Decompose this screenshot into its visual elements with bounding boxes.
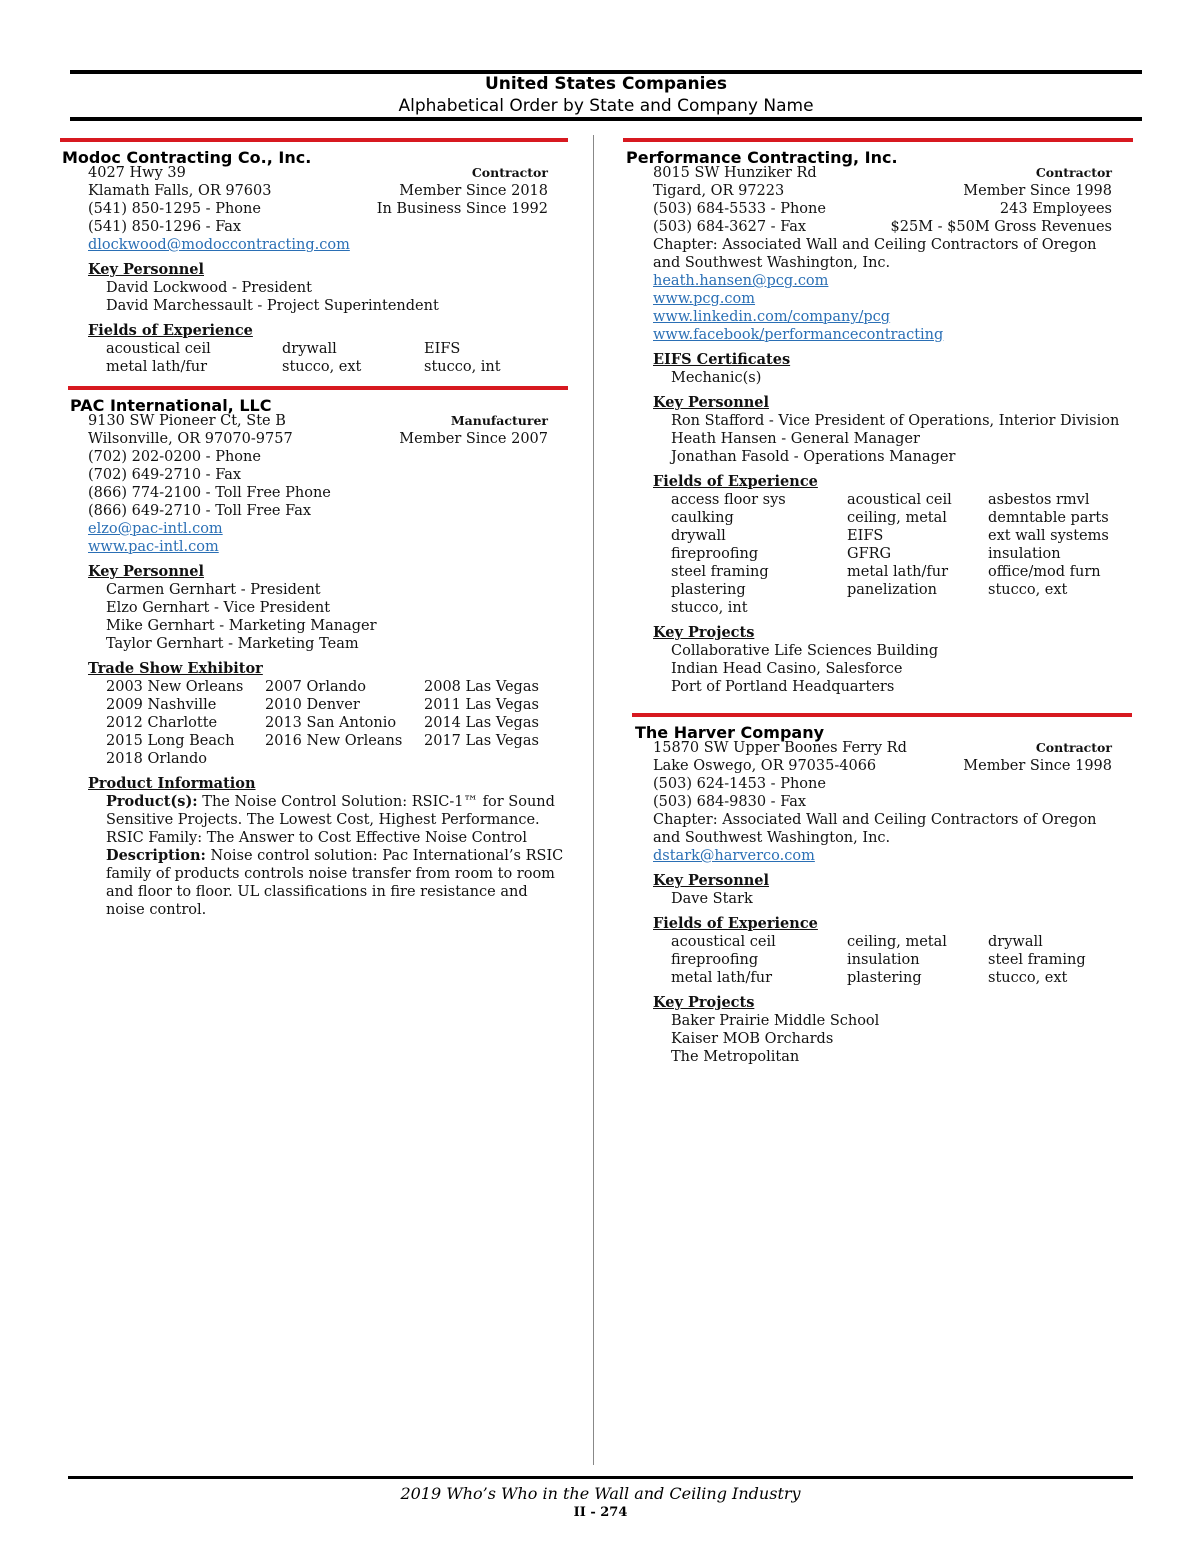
description-text: Noise control solution: Pac International’s RSIC family of products controls noise transfer from room to room and floor to floor. UL classifications in fire resistance and noise control. xyxy=(106,848,564,918)
field-item: acoustical ceil xyxy=(106,341,211,357)
fax: (503) 684-9830 - Fax xyxy=(653,794,807,810)
field-item: demntable parts xyxy=(988,510,1109,526)
trade-show-item: 2018 Orlando xyxy=(106,751,207,767)
field-item: acoustical ceil xyxy=(671,934,776,950)
trade-show-item: 2009 Nashville xyxy=(106,697,217,713)
chapter: Chapter: Associated Wall and Ceiling Contractors of Oregon and Southwest Washington, Inc. xyxy=(653,237,1097,271)
trade-show-item: 2011 Las Vegas xyxy=(424,697,539,713)
trade-show-item: 2016 New Orleans xyxy=(265,733,403,749)
company-details xyxy=(623,739,1135,1066)
address-line-1: 8015 SW Hunziker Rd xyxy=(653,165,817,181)
field-item: stucco, int xyxy=(671,600,748,616)
fields-grid xyxy=(653,491,1135,617)
toll-free-phone: (866) 774-2100 - Toll Free Phone xyxy=(88,485,331,501)
company-name: The Harver Company xyxy=(635,723,825,742)
fields-heading: Fields of Experience xyxy=(653,473,818,490)
key-personnel-heading: Key Personnel xyxy=(88,261,205,278)
personnel-item: David Marchessault - Project Superintendent xyxy=(106,298,439,314)
right-column xyxy=(623,138,1135,1066)
entry-rule xyxy=(632,713,1132,717)
facebook-link[interactable]: www.facebook/performancecontracting xyxy=(653,327,944,343)
phone: (541) 850-1295 - Phone xyxy=(88,201,261,217)
header-bottom-rule xyxy=(70,117,1142,121)
fields-grid xyxy=(653,933,1135,987)
entry-rule xyxy=(623,138,1133,142)
page-title: United States Companies xyxy=(484,74,728,94)
toll-free-fax: (866) 649-2710 - Toll Free Fax xyxy=(88,503,312,519)
email-link[interactable]: dlockwood@modoccontracting.com xyxy=(88,237,350,253)
company-type: Manufacturer xyxy=(450,413,548,428)
field-item: office/mod furn xyxy=(988,564,1101,580)
linkedin-link[interactable]: www.linkedin.com/company/pcg xyxy=(653,309,891,325)
field-item: ext wall systems xyxy=(988,528,1109,544)
eifs-heading: EIFS Certificates xyxy=(653,351,791,368)
project-item: Port of Portland Headquarters xyxy=(671,679,895,695)
field-item: acoustical ceil xyxy=(847,492,952,508)
field-item: drywall xyxy=(282,341,337,357)
project-item: Collaborative Life Sciences Building xyxy=(671,643,939,659)
entry-rule xyxy=(68,386,568,390)
field-item: asbestos rmvl xyxy=(988,492,1090,508)
personnel-item: Jonathan Fasold - Operations Manager xyxy=(671,449,956,465)
footer-title: 2019 Who’s Who in the Wall and Ceiling Industry xyxy=(400,1484,801,1503)
email-link[interactable]: heath.hansen@pcg.com xyxy=(653,273,829,289)
company-name: Performance Contracting, Inc. xyxy=(626,148,898,167)
company-entry-performance xyxy=(623,138,1135,696)
personnel-item: Taylor Gernhart - Marketing Team xyxy=(106,636,359,652)
company-type: Contractor xyxy=(1035,740,1112,755)
website-link[interactable]: www.pac-intl.com xyxy=(88,539,219,555)
products-text: The Noise Control Solution: RSIC-1™ for Sound Sensitive Projects. The Lowest Cost, Highest Performance. RSIC Family: The Answer to Cost Effective Noise Control xyxy=(106,794,555,846)
left-column xyxy=(60,138,570,919)
address-line-2: Klamath Falls, OR 97603 xyxy=(88,183,272,199)
project-item: Indian Head Casino, Salesforce xyxy=(671,661,903,677)
field-item: fireproofing xyxy=(671,546,759,562)
trade-show-item: 2014 Las Vegas xyxy=(424,715,539,731)
phone: (702) 202-0200 - Phone xyxy=(88,449,261,465)
field-item: steel framing xyxy=(671,564,769,580)
field-item: metal lath/fur xyxy=(847,564,949,580)
gross-revenues: $25M - $50M Gross Revenues xyxy=(890,219,1112,235)
project-item: The Metropolitan xyxy=(671,1049,800,1065)
trade-show-item: 2003 New Orleans xyxy=(106,679,244,695)
fax: (541) 850-1296 - Fax xyxy=(88,219,242,235)
trade-show-item: 2013 San Antonio xyxy=(265,715,397,731)
field-item: plastering xyxy=(847,970,922,986)
field-item: EIFS xyxy=(424,341,461,357)
fax: (503) 684-3627 - Fax xyxy=(653,219,807,235)
field-item: ceiling, metal xyxy=(847,510,947,526)
field-item: metal lath/fur xyxy=(671,970,773,986)
field-item: stucco, ext xyxy=(282,359,362,375)
trade-show-item: 2012 Charlotte xyxy=(106,715,218,731)
employees: 243 Employees xyxy=(999,201,1112,217)
phone: (503) 624-1453 - Phone xyxy=(653,776,826,792)
company-entry-modoc xyxy=(60,138,570,376)
member-since: Member Since 2007 xyxy=(399,431,548,447)
personnel-item: Dave Stark xyxy=(671,891,753,907)
project-item: Baker Prairie Middle School xyxy=(671,1013,880,1029)
address-line-1: 15870 SW Upper Boones Ferry Rd xyxy=(653,740,907,756)
field-item: fireproofing xyxy=(671,952,759,968)
address-line-2: Lake Oswego, OR 97035-4066 xyxy=(653,758,877,774)
project-item: Kaiser MOB Orchards xyxy=(671,1031,834,1047)
company-entry-pac xyxy=(60,386,570,919)
field-item: steel framing xyxy=(988,952,1086,968)
field-item: insulation xyxy=(847,952,920,968)
field-item: drywall xyxy=(671,528,726,544)
company-type: Contractor xyxy=(471,165,548,180)
field-item: stucco, ext xyxy=(988,582,1068,598)
personnel-item: Carmen Gernhart - President xyxy=(106,582,321,598)
field-item: panelization xyxy=(847,582,937,598)
personnel-item: Elzo Gernhart - Vice President xyxy=(106,600,331,616)
field-item: caulking xyxy=(671,510,734,526)
trade-show-heading: Trade Show Exhibitor xyxy=(88,660,263,677)
field-item: EIFS xyxy=(847,528,884,544)
personnel-item: Mike Gernhart - Marketing Manager xyxy=(106,618,377,634)
key-personnel-heading: Key Personnel xyxy=(653,394,770,411)
field-item: metal lath/fur xyxy=(106,359,208,375)
page-number: II - 274 xyxy=(573,1505,628,1520)
company-details xyxy=(623,164,1135,696)
key-personnel-heading: Key Personnel xyxy=(88,563,205,580)
column-divider xyxy=(593,135,594,1465)
company-details xyxy=(60,164,570,376)
email-link[interactable]: elzo@pac-intl.com xyxy=(88,521,223,537)
products-label: Product(s): xyxy=(106,793,198,810)
field-item: access floor sys xyxy=(671,492,786,508)
address-line-2: Tigard, OR 97223 xyxy=(653,183,785,199)
member-since: Member Since 2018 xyxy=(399,183,548,199)
eifs-item: Mechanic(s) xyxy=(671,370,762,386)
member-since: Member Since 1998 xyxy=(963,183,1112,199)
company-entry-harver xyxy=(623,713,1135,1066)
address-line-1: 4027 Hwy 39 xyxy=(88,165,186,181)
company-type: Contractor xyxy=(1035,165,1112,180)
field-item: plastering xyxy=(671,582,746,598)
field-item: insulation xyxy=(988,546,1061,562)
key-personnel-heading: Key Personnel xyxy=(653,872,770,889)
trade-show-item: 2015 Long Beach xyxy=(106,733,235,749)
trade-show-item: 2008 Las Vegas xyxy=(424,679,539,695)
page-subtitle: Alphabetical Order by State and Company Name xyxy=(398,96,814,116)
footer-rule xyxy=(68,1476,1133,1479)
fax: (702) 649-2710 - Fax xyxy=(88,467,242,483)
entry-rule xyxy=(60,138,568,142)
key-projects-heading: Key Projects xyxy=(653,624,755,641)
chapter: Chapter: Associated Wall and Ceiling Contractors of Oregon and Southwest Washington, Inc. xyxy=(653,812,1097,846)
product-info-body xyxy=(88,793,566,919)
personnel-item: David Lockwood - President xyxy=(106,280,312,296)
field-item: GFRG xyxy=(847,546,892,562)
website-link[interactable]: www.pcg.com xyxy=(653,291,756,307)
field-item: drywall xyxy=(988,934,1043,950)
phone: (503) 684-5533 - Phone xyxy=(653,201,826,217)
trade-show-item: 2017 Las Vegas xyxy=(424,733,539,749)
trade-show-item: 2010 Denver xyxy=(265,697,360,713)
field-item: ceiling, metal xyxy=(847,934,947,950)
email-link[interactable]: dstark@harverco.com xyxy=(653,848,815,864)
address-line-1: 9130 SW Pioneer Ct, Ste B xyxy=(88,413,286,429)
personnel-item: Heath Hansen - General Manager xyxy=(671,431,920,447)
fields-heading: Fields of Experience xyxy=(653,915,818,932)
trade-show-item: 2007 Orlando xyxy=(265,679,366,695)
in-business-since: In Business Since 1992 xyxy=(376,201,548,217)
product-info-heading: Product Information xyxy=(88,775,256,792)
trade-show-grid xyxy=(88,678,570,768)
personnel-item: Ron Stafford - Vice President of Operations, Interior Division xyxy=(671,413,1120,429)
field-item: stucco, int xyxy=(424,359,501,375)
company-details xyxy=(60,412,570,919)
field-item: stucco, ext xyxy=(988,970,1068,986)
member-since: Member Since 1998 xyxy=(963,758,1112,774)
key-projects-heading: Key Projects xyxy=(653,994,755,1011)
address-line-2: Wilsonville, OR 97070-9757 xyxy=(88,431,293,447)
description-label: Description: xyxy=(106,847,206,864)
fields-grid xyxy=(88,340,570,376)
company-name: PAC International, LLC xyxy=(70,396,272,415)
fields-heading: Fields of Experience xyxy=(88,322,253,339)
company-name: Modoc Contracting Co., Inc. xyxy=(62,148,312,167)
